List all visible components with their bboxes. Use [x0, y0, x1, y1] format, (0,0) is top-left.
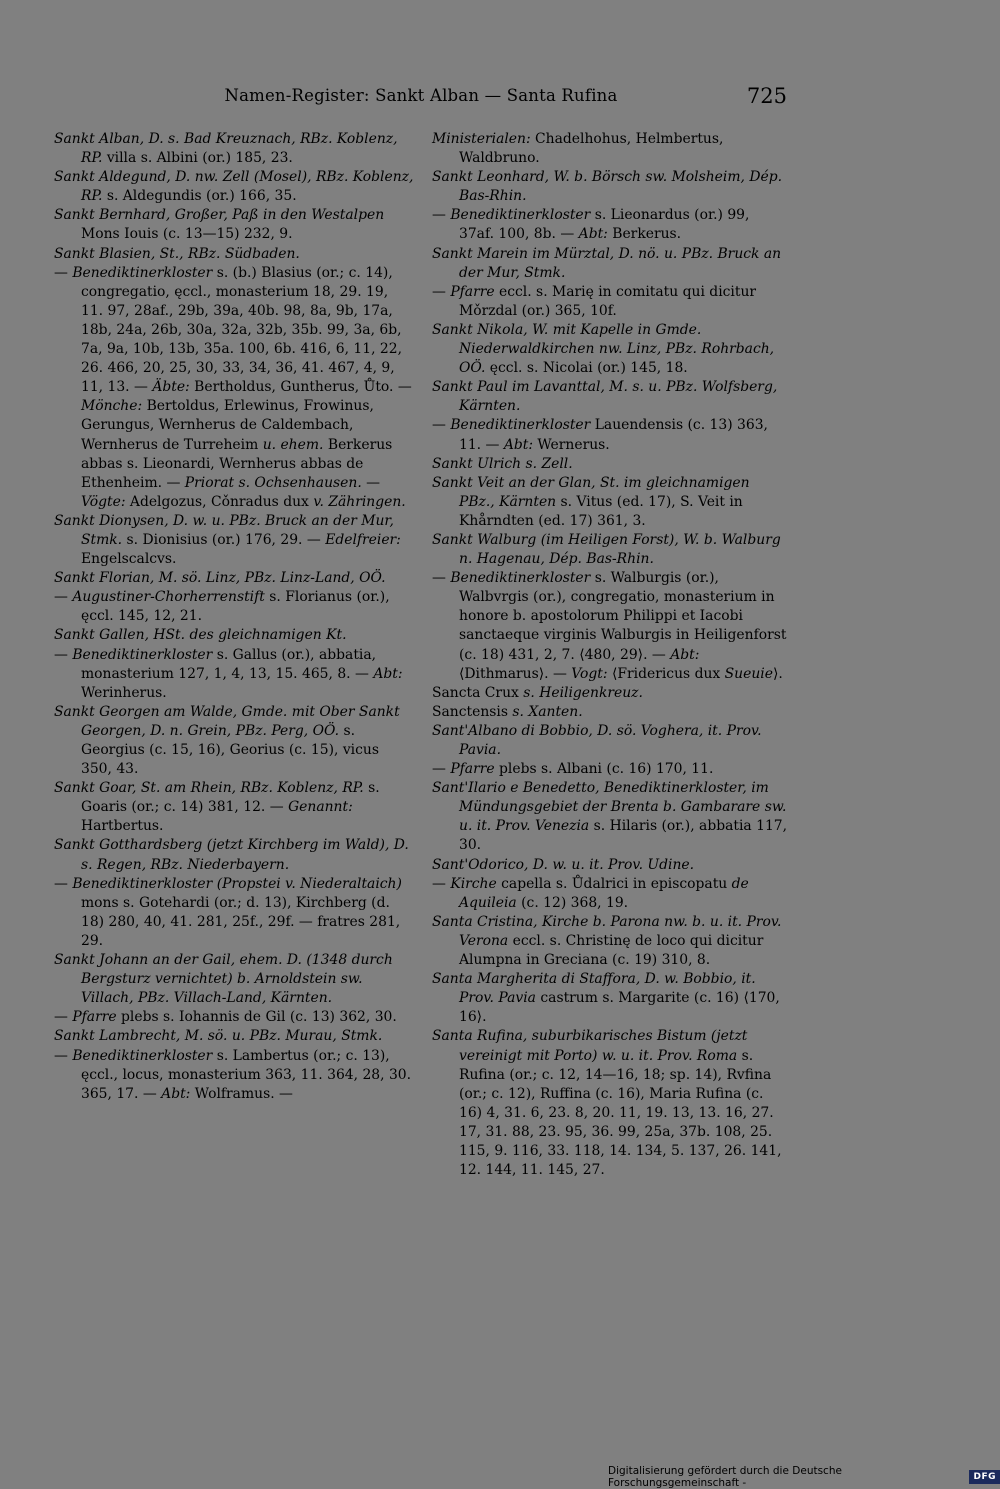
page-header [55, 84, 787, 114]
index-entry [54, 130, 414, 168]
entry-text: ⟨Fridericus dux [607, 665, 725, 682]
entry-italic-text: Vogt: [571, 665, 608, 682]
entry-italic-text: Priorat s. Ochsenhausen. [184, 474, 362, 491]
index-entry [54, 264, 414, 512]
entry-text: — [361, 474, 381, 491]
entry-italic-text: Sankt Lambrecht, M. sö. u. PBz. Murau, Stmk. [54, 1028, 383, 1045]
index-entry [54, 569, 414, 588]
entry-text: — [54, 589, 73, 606]
index-entry [54, 626, 414, 645]
entry-text: — [54, 1047, 73, 1064]
entry-italic-text: Sankt Gallen, HSt. des gleichnamigen Kt. [54, 627, 347, 644]
entry-text: Hartbertus. [81, 818, 164, 835]
entry-text: plebs s. Albani (c. 16) 170, 11. [494, 761, 714, 778]
entry-text: ęccl. s. Nicolai (or.) 145, 18. [485, 360, 688, 377]
entry-italic-text: s. Xanten. [512, 703, 583, 720]
entry-text: plebs s. Iohannis de Gil (c. 13) 362, 30. [116, 1009, 397, 1026]
entry-italic-text: Sankt Johann an der Gail, ehem. D. (1348 durch Bergsturz vernichtet) b. Arnoldstein sw. Villach, PBz. Villach-Land, Kärnten. [54, 952, 393, 1007]
entry-italic-text: Sankt Ulrich s. Zell. [432, 455, 573, 472]
index-entry [432, 168, 788, 206]
entry-text: eccl. s. Marię in comitatu qui dicitur Mǒrzdal (or.) 365, 10f. [459, 283, 757, 319]
entry-text: eccl. s. Christinę de loco qui dicitur Alumpna in Greciana (c. 19) 310, 8. [459, 932, 764, 969]
index-entry [54, 512, 414, 569]
entry-italic-text: Santa Rufina, suburbikarisches Bistum (jetzt vereinigt mit Porto) w. u. it. Prov. Roma [432, 1028, 748, 1064]
footer [608, 1465, 1000, 1489]
entry-text: s. Dionisius (or.) 176, 29. — [122, 531, 326, 548]
entry-text: Chadelhohus, Helmbertus, Waldbruno. [459, 131, 724, 167]
entry-italic-text: Mönche: [81, 398, 143, 415]
entry-text: — [432, 207, 451, 224]
index-entry [54, 1008, 414, 1027]
left-column [54, 130, 414, 1104]
entry-text: Engelscalcvs. [81, 551, 177, 568]
index-entry [54, 588, 414, 626]
index-entry [54, 779, 414, 836]
entry-text: s. Walburgis (or.), Walbvrgis (or.), congregatio, monasterium in honore b. apostolorum Philippi et Iacobi sanctaeque virginis Walburgis in Heiligenforst (c. 18) 431, 2, 7. ⟨480, 29⟩. — [459, 570, 787, 663]
entry-italic-text: Sankt Aldegund, D. nw. Zell (Mosel), RBz. Koblenz, RP. [54, 169, 414, 205]
right-column [432, 130, 788, 1180]
index-entry [54, 245, 414, 264]
index-entry [54, 168, 414, 206]
index-entry [432, 913, 788, 970]
entry-italic-text: de Aquileia [459, 875, 749, 911]
entry-italic-text: Kirche [450, 875, 497, 892]
running-title: Namen-Register: Sankt Alban — Santa Rufina [224, 86, 618, 105]
index-entry [54, 836, 414, 874]
entry-italic-text: Sankt Veit an der Glan, St. im gleichnamigen PBz., Kärnten [432, 474, 750, 510]
entry-text: s. (b.) Blasius (or.; c. 14), congregatio, ęccl., monasterium 18, 29. 19, 11. 97, 28af., 29b, 39a, 40b. 98, 8a, 9b, 17a, 18b, 24a, 26b, 30a, 32a, 32b, 35b. 99, 3a, 6b, 7a, 9a, 10b, 13b, 35a. 100, 6b. 416, 6, 11, 22, 26. 466, 20, 25, 30, 33, 34, 36, 41. 467, 4, 9, 11, 13. — [81, 264, 402, 396]
index-entry [432, 722, 788, 760]
entry-italic-text: Genannt: [288, 799, 353, 816]
entry-text: castrum s. Margarite (c. 16) ⟨170, 16⟩. [459, 990, 780, 1026]
entry-text: Lauendensis (c. 13) 363, 11. — [459, 417, 768, 453]
page-number: 725 [746, 84, 787, 108]
entry-italic-text: Sankt Marein im Mürztal, D. nö. u. PBz. Bruck an der Mur, Stmk. [432, 245, 782, 281]
entry-italic-text: Sankt Gotthardsberg (jetzt Kirchberg im Wald), D. s. Regen, RBz. Niederbayern. [54, 837, 409, 873]
entry-italic-text: Benediktinerkloster (Propstei v. Niederaltaich) [72, 875, 402, 892]
entry-text: — [54, 264, 73, 281]
entry-text: — [432, 761, 451, 778]
entry-italic-text: Sankt Bernhard, Großer, Paß in den Westalpen [54, 207, 385, 224]
entry-text: Mons Iouis (c. 13—15) 232, 9. [81, 226, 293, 243]
entry-italic-text: Santa Margherita di Staffora, D. w. Bobbio, it. Prov. Pavia [432, 971, 756, 1007]
index-entry [432, 321, 788, 378]
index-entry [54, 703, 414, 779]
index-entry [54, 1027, 414, 1046]
entry-text: Bertholdus, Guntherus, Ůto. — [189, 379, 412, 396]
entry-italic-text: Sankt Goar, St. am Rhein, RBz. Koblenz, RP. [54, 780, 364, 797]
entry-italic-text: Santa Cristina, Kirche b. Parona nw. b. u. it. Prov. Verona [432, 913, 782, 949]
entry-text: — [54, 1009, 73, 1026]
entry-text: s. Goaris (or.; c. 14) 381, 12. — [81, 780, 380, 816]
index-entry [54, 206, 414, 244]
index-entry [432, 474, 788, 531]
entry-italic-text: Edelfreier: [325, 531, 401, 548]
index-entry [432, 283, 788, 321]
index-entry [432, 416, 788, 454]
index-entry [432, 245, 788, 283]
entry-text: s. Vitus (ed. 17), S. Veit in Khårndten (ed. 17) 361, 3. [459, 493, 743, 529]
entry-italic-text: Benediktinerkloster [72, 646, 213, 663]
entry-italic-text: Ministerialen: [432, 131, 531, 147]
entry-italic-text: Benediktinerkloster [450, 570, 591, 587]
index-entry [432, 970, 788, 1027]
entry-text: — [432, 283, 451, 300]
funding-note: Digitalisierung gefördert durch die Deutsche Forschungsgemeinschaft - [608, 1465, 842, 1489]
index-entry [432, 856, 788, 875]
entry-text: villa s. Albini (or.) 185, 23. [102, 150, 293, 167]
index-entry [54, 1047, 414, 1104]
entry-text: s. Aldegundis (or.) 166, 35. [102, 188, 297, 205]
entry-italic-text: Sankt Leonhard, W. b. Börsch sw. Molsheim, Dép. Bas-Rhin. [432, 169, 783, 205]
entry-text: s. Rufina (or.; c. 12, 14—16, 18; sp. 14), Rvfina (or.; c. 12), Ruffina (c. 16), Maria Rufina (c. 16) 4, 31. 6, 23. 8, 20. 11, 19. 13, 13. 16, 27. 17, 31. 88, 23. 95, 36. 99, 25a, 37b. 108, 25. 115, 9. 116, 33. 118, 14. 134, 5. 137, 26. 141, 12. 144, 11. 145, 27. [459, 1047, 782, 1179]
dfg-logo: DFG [969, 1470, 1000, 1484]
index-entry [432, 684, 788, 703]
entry-text: — [432, 570, 451, 587]
entry-text: Sanctensis [432, 703, 513, 720]
index-entry [432, 455, 788, 474]
entry-italic-text: Abt: [161, 1085, 191, 1102]
entry-italic-text: Äbte: [152, 379, 190, 396]
entry-text: Wolframus. — [190, 1085, 293, 1102]
entry-italic-text: Sankt Nikola, W. mit Kapelle in Gmde. Niederwaldkirchen nw. Linz, PBz. Rohrbach, OÖ. [432, 321, 775, 377]
entry-text: s. Lambertus (or.; c. 13), ęccl., locus, monasterium 363, 11. 364, 28, 30. 365, 17. — [81, 1047, 412, 1102]
entry-text: ⟨Dithmarus⟩. — [459, 665, 572, 682]
entry-text: — [432, 875, 451, 892]
entry-italic-text: v. Zähringen. [313, 493, 406, 510]
entry-italic-text: Benediktinerkloster [450, 417, 591, 434]
entry-text: capella s. Ůdalrici in episcopatu [496, 875, 732, 892]
entry-italic-text: Pfarre [72, 1009, 117, 1026]
index-entry [432, 760, 788, 779]
entry-italic-text: Sant'Ilario e Benedetto, Benediktinerkloster, im Mündungsgebiet der Brenta b. Gambarare sw. u. it. Prov. Venezia [432, 780, 787, 835]
entry-text: Bertoldus, Erlewinus, Frowinus, Gerungus, Wernherus de Caldembach, Wernherus de Turreheim [81, 398, 374, 453]
entry-text: Berkerus abbas s. Lieonardi, Wernherus abbas de Ethenheim. — [81, 436, 393, 491]
entry-text: s. Lieonardus (or.) 99, 37af. 100, 8b. — [459, 207, 750, 243]
entry-italic-text: Augustiner-Chorherrenstift [72, 589, 265, 606]
entry-italic-text: Sant'Odorico, D. w. u. it. Prov. Udine. [432, 856, 695, 873]
index-entry [54, 951, 414, 1008]
entry-text: Werinherus. [81, 684, 167, 701]
entry-italic-text: s. Heiligenkreuz. [523, 684, 643, 701]
entry-text: Sancta Crux [432, 684, 524, 701]
index-entry [432, 779, 788, 855]
entry-italic-text: Sankt Walburg (im Heiligen Forst), W. b. Walburg n. Hagenau, Dép. Bas-Rhin. [432, 531, 781, 568]
entry-text: Wernerus. [533, 436, 610, 453]
entry-italic-text: Abt: [578, 226, 608, 243]
index-entry [54, 875, 414, 951]
index-entry [432, 130, 788, 168]
entry-italic-text: Pfarre [450, 283, 495, 300]
index-entry [54, 646, 414, 703]
entry-text: — [54, 875, 73, 892]
entry-text: s. Hilaris (or.), abbatia 117, 30. [459, 818, 788, 854]
entry-text: ⟩. [772, 665, 783, 682]
index-entry [432, 378, 788, 416]
entry-text: Berkerus. [607, 226, 682, 243]
entry-italic-text: Sankt Florian, M. sö. Linz, PBz. Linz-Land, OÖ. [54, 570, 386, 587]
entry-italic-text: Benediktinerkloster [72, 264, 213, 281]
index-entry [432, 531, 788, 569]
entry-text: mons s. Gotehardi (or.; d. 13), Kirchberg (d. 18) 280, 40, 41. 281, 25f., 29f. — fratres 281, 29. [81, 894, 401, 949]
entry-italic-text: Abt: [373, 665, 403, 682]
entry-italic-text: Sankt Georgen am Walde, Gmde. mit Ober Sankt Georgen, D. n. Grein, PBz. Perg, OÖ. [54, 703, 400, 739]
entry-italic-text: Vögte: [81, 493, 126, 510]
entry-italic-text: Benediktinerkloster [72, 1047, 213, 1064]
entry-italic-text: Sant'Albano di Bobbio, D. sö. Voghera, it. Prov. Pavia. [432, 722, 762, 758]
entry-italic-text: Abt: [503, 436, 533, 453]
entry-italic-text: Sueuie [724, 665, 773, 682]
entry-italic-text: Abt: [670, 646, 700, 663]
entry-italic-text: u. ehem. [262, 436, 324, 453]
entry-italic-text: Sankt Paul im Lavanttal, M. s. u. PBz. Wolfsberg, Kärnten. [432, 379, 778, 415]
entry-text: (c. 12) 368, 19. [516, 894, 629, 911]
index-entry [432, 206, 788, 244]
entry-text: s. Gallus (or.), abbatia, monasterium 127, 1, 4, 13, 15. 465, 8. — [81, 646, 377, 682]
entry-italic-text: Sankt Alban, D. s. Bad Kreuznach, RBz. Koblenz, RP. [54, 131, 398, 167]
index-entry [432, 569, 788, 684]
index-entry [432, 703, 788, 722]
entry-italic-text: Sankt Dionysen, D. w. u. PBz. Bruck an der Mur, Stmk. [54, 512, 394, 548]
entry-italic-text: Pfarre [450, 761, 495, 778]
entry-text: s. Georgius (c. 15, 16), Georius (c. 15), vicus 350, 43. [81, 722, 379, 778]
entry-italic-text: Benediktinerkloster [450, 207, 591, 224]
index-entry [432, 875, 788, 913]
entry-text: — [432, 417, 451, 434]
entry-text: s. Florianus (or.), ęccl. 145, 12, 21. [81, 589, 390, 625]
entry-italic-text: Sankt Blasien, St., RBz. Südbaden. [54, 245, 300, 262]
entry-text: — [54, 646, 73, 663]
index-entry [432, 1027, 788, 1180]
entry-text: Adelgozus, Cǒnradus dux [125, 493, 314, 510]
